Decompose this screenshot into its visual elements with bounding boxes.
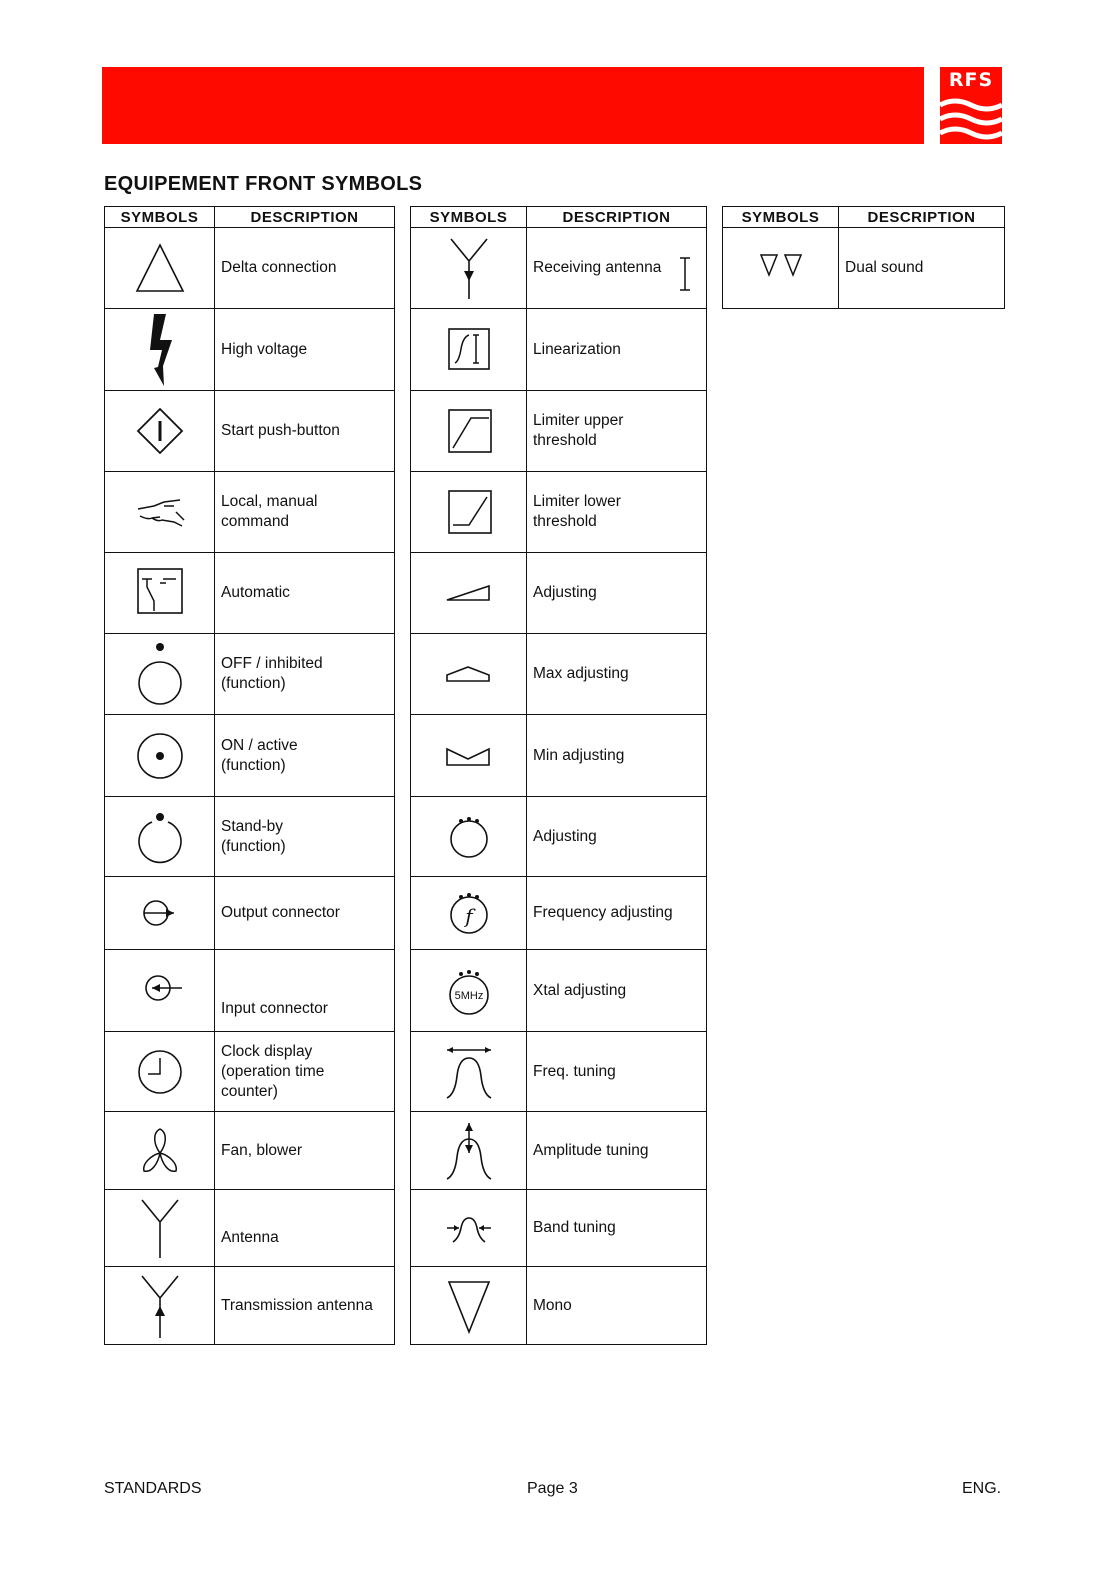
table-row — [105, 1190, 395, 1267]
description-line: (function) — [221, 837, 286, 855]
table-row — [105, 715, 395, 797]
symbols-table-2 — [410, 206, 707, 1345]
table-row — [105, 1267, 395, 1345]
table-row — [411, 1112, 707, 1190]
description-line: Amplitude tuning — [533, 1141, 649, 1159]
table-row — [105, 877, 395, 950]
description-line: High voltage — [221, 340, 308, 358]
description-line: Adjusting — [533, 827, 597, 845]
table-row — [105, 797, 395, 877]
clock-icon — [130, 1042, 190, 1102]
table-row — [411, 950, 707, 1032]
symbols-header: SYMBOLS — [105, 207, 215, 228]
description-line: Mono — [533, 1296, 572, 1314]
pointing-hand-icon — [130, 492, 190, 532]
table-row — [411, 391, 707, 472]
table-row — [411, 715, 707, 797]
footer-right: ENG. — [962, 1480, 1002, 1497]
table-header-row — [723, 207, 1005, 228]
description-line: Fan, blower — [221, 1141, 302, 1159]
amplitude-tuning-icon — [439, 1119, 499, 1183]
description-line: Adjusting — [533, 584, 597, 601]
table-header-row — [105, 207, 395, 228]
xtal-label: 5MHz — [454, 989, 483, 1002]
description-line: OFF / inhibited — [221, 655, 323, 672]
description-line: ON / active — [221, 736, 298, 754]
description-line: Freq. tuning — [533, 1062, 616, 1080]
text-cursor-icon — [678, 256, 692, 292]
description-line: Clock display — [221, 1042, 313, 1060]
header-banner — [102, 67, 924, 144]
description-line: Input connector — [221, 1000, 328, 1017]
description-line: Stand-by — [221, 817, 284, 835]
table-row — [105, 472, 395, 553]
circle-dot-above-icon — [130, 639, 190, 709]
description-header: DESCRIPTION — [215, 207, 395, 228]
page-title: EQUIPEMENT FRONT SYMBOLS — [104, 173, 423, 195]
description-line: Transmission antenna — [221, 1296, 373, 1314]
table-row — [105, 553, 395, 634]
delta-triangle-icon — [130, 238, 190, 298]
table-row — [105, 228, 395, 309]
limiter-upper-icon — [439, 406, 499, 456]
table-row — [411, 797, 707, 877]
frequency-dial-icon — [439, 888, 499, 938]
table-row — [105, 634, 395, 715]
description-line: Linearization — [533, 340, 621, 358]
output-connector-icon — [130, 893, 190, 933]
table-row — [411, 309, 707, 391]
xtal-dial-icon — [439, 964, 499, 1018]
footer-page-number: Page 3 — [527, 1480, 578, 1497]
min-adjusting-icon — [439, 741, 499, 771]
circle-dot-center-icon — [130, 726, 190, 786]
open-circle-dot-icon — [130, 805, 190, 869]
limiter-lower-icon — [439, 487, 499, 537]
table-row — [105, 1032, 395, 1112]
table-row — [411, 472, 707, 553]
description-line: Limiter upper — [533, 412, 624, 429]
table-row — [411, 1190, 707, 1267]
description-line: (function) — [221, 675, 286, 692]
symbols-table-3 — [722, 206, 1005, 309]
description-header: DESCRIPTION — [527, 207, 707, 228]
table-row — [105, 309, 395, 391]
lightning-bolt-icon — [130, 312, 190, 388]
symbols-header: SYMBOLS — [723, 207, 839, 228]
receiving-antenna-icon — [439, 235, 499, 301]
description-line: counter) — [221, 1082, 278, 1100]
frequency-symbol: f — [464, 904, 473, 928]
symbols-header: SYMBOLS — [411, 207, 527, 228]
description-line: Delta connection — [221, 259, 337, 276]
description-line: Receiving antenna — [533, 259, 662, 276]
logo-waves-icon — [940, 97, 1002, 141]
description-line: Dual sound — [845, 259, 924, 276]
max-adjusting-icon — [439, 659, 499, 689]
description-line: Output connector — [221, 904, 340, 921]
description-line: Frequency adjusting — [533, 904, 673, 921]
table-row — [411, 553, 707, 634]
table-row — [411, 1032, 707, 1112]
description-line: (operation time — [221, 1062, 325, 1080]
table-row — [411, 228, 707, 309]
table-row — [411, 634, 707, 715]
description-line: threshold — [533, 432, 597, 449]
band-tuning-icon — [439, 1208, 499, 1248]
description-line: Automatic — [221, 584, 290, 601]
description-line: Antenna — [221, 1229, 279, 1246]
adjusting-dial-icon — [439, 812, 499, 862]
footer-left: STANDARDS — [104, 1480, 202, 1497]
table-row — [723, 228, 1005, 309]
description-header: DESCRIPTION — [839, 207, 1005, 228]
description-line: threshold — [533, 513, 597, 530]
fan-icon — [130, 1123, 190, 1179]
description-line: Min adjusting — [533, 746, 625, 764]
description-line: Limiter lower — [533, 493, 621, 510]
table-row — [105, 391, 395, 472]
freq-tuning-icon — [439, 1042, 499, 1102]
transmission-antenna-icon — [130, 1272, 190, 1340]
description-line: command — [221, 513, 290, 530]
symbols-table-1 — [104, 206, 395, 1345]
antenna-icon — [130, 1196, 190, 1260]
description-line: Xtal adjusting — [533, 981, 627, 999]
table-row — [411, 877, 707, 950]
description-line: (function) — [221, 756, 286, 774]
input-connector-icon — [130, 968, 190, 1008]
start-diamond-icon — [130, 401, 190, 461]
description-line: Local, manual — [221, 493, 318, 510]
logo-text: RFS — [948, 69, 994, 91]
linearization-icon — [439, 325, 499, 375]
description-line: Max adjusting — [533, 665, 629, 682]
table-header-row — [411, 207, 707, 228]
adjusting-wedge-icon — [439, 578, 499, 608]
table-row — [105, 950, 395, 1032]
rfs-logo — [940, 67, 1002, 144]
description-line: Band tuning — [533, 1219, 616, 1236]
table-row — [105, 1112, 395, 1190]
description-line: Start push-button — [221, 422, 340, 439]
mono-triangle-icon — [439, 1276, 499, 1336]
table-row — [411, 1267, 707, 1345]
dual-triangle-icon — [751, 250, 811, 280]
automatic-switch-icon — [130, 565, 190, 621]
